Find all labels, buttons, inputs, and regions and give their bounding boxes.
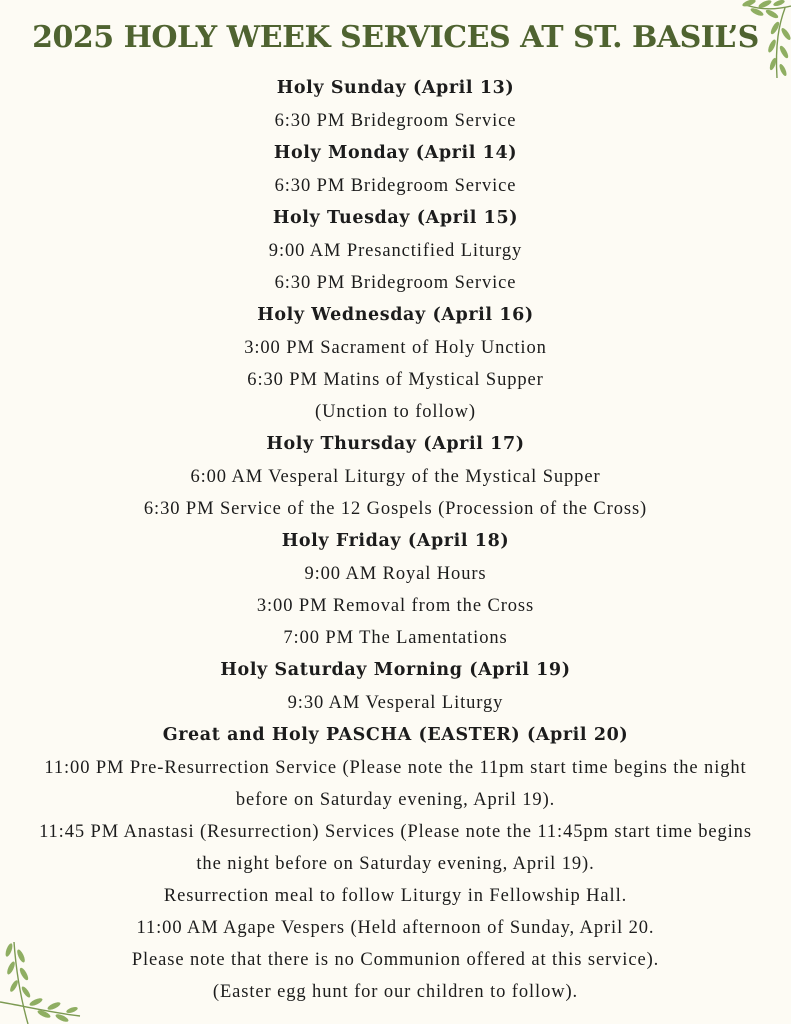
- service-line: 7:00 PM The Lamentations: [283, 628, 508, 648]
- service-line: 9:00 AM Royal Hours: [304, 564, 487, 584]
- service-line: 6:00 AM Vesperal Liturgy of the Mystical Supper: [190, 467, 601, 487]
- service-line: 3:00 PM Sacrament of Holy Unction: [244, 338, 547, 358]
- day-heading: Holy Tuesday (April 15): [272, 208, 519, 228]
- service-schedule: [0, 72, 791, 1008]
- service-line: 6:30 PM Bridegroom Service: [274, 111, 517, 131]
- service-line: Resurrection meal to follow Liturgy in Fellowship Hall.: [163, 886, 628, 906]
- service-line: 9:30 AM Vesperal Liturgy: [287, 693, 504, 713]
- day-heading: Great and Holy PASCHA (EASTER) (April 20): [162, 725, 629, 745]
- page-title: 2025 HOLY WEEK SERVICES AT ST. BASIL’S: [32, 20, 759, 55]
- service-line: 6:30 PM Matins of Mystical Supper: [247, 370, 544, 390]
- service-line: 11:00 PM Pre-Resurrection Service (Please note the 11pm start time begins the night: [44, 758, 747, 778]
- service-line: 11:45 PM Anastasi (Resurrection) Services (Please note the 11:45pm start time begins: [39, 822, 752, 842]
- service-line: (Unction to follow): [315, 402, 476, 422]
- service-line: 6:30 PM Bridegroom Service: [274, 176, 517, 196]
- service-line: the night before on Saturday evening, April 19).: [196, 854, 595, 874]
- day-heading: Holy Wednesday (April 16): [257, 305, 534, 325]
- service-line: 3:00 PM Removal from the Cross: [256, 596, 535, 616]
- service-line: 6:30 PM Service of the 12 Gospels (Procession of the Cross): [143, 499, 648, 519]
- day-heading: Holy Sunday (April 13): [276, 78, 515, 98]
- service-line: 6:30 PM Bridegroom Service: [274, 273, 517, 293]
- day-heading: Holy Thursday (April 17): [266, 434, 525, 454]
- day-heading: Holy Monday (April 14): [273, 143, 518, 163]
- day-heading: Holy Friday (April 18): [281, 531, 510, 551]
- service-line: Please note that there is no Communion offered at this service).: [131, 950, 660, 970]
- service-line: 11:00 AM Agape Vespers (Held afternoon of Sunday, April 20.: [136, 918, 655, 938]
- service-line: (Easter egg hunt for our children to follow).: [212, 982, 579, 1002]
- service-line: before on Saturday evening, April 19).: [235, 790, 556, 810]
- day-heading: Holy Saturday Morning (April 19): [220, 660, 571, 680]
- service-line: 9:00 AM Presanctified Liturgy: [268, 241, 523, 261]
